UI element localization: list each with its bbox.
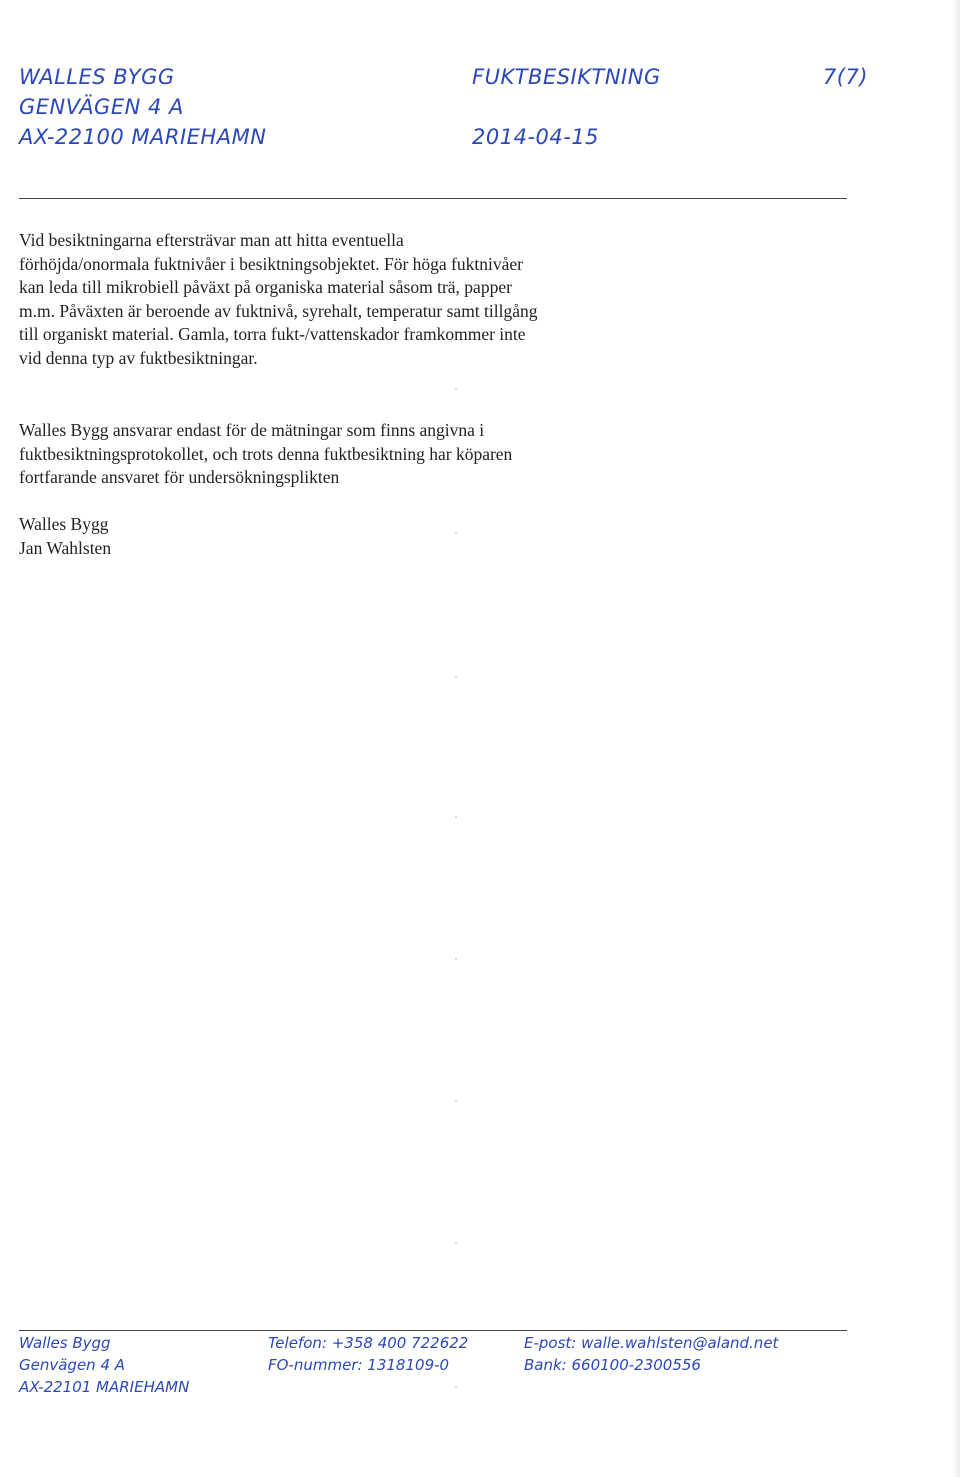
header-document-info [472, 62, 661, 152]
paragraph-line: kan leda till mikrobiell påväxt på organiska material såsom trä, papper [19, 277, 512, 298]
page-number: 7(7) [822, 65, 868, 89]
signature-block [19, 513, 639, 560]
signature-company: Walles Bygg [19, 514, 109, 534]
document-date: 2014-04-15 [472, 125, 600, 149]
paragraph-line: fuktbesiktningsprotokollet, och trots denna fuktbesiktning har köparen [19, 443, 513, 464]
scan-speck [455, 816, 457, 818]
footer-address [19, 1332, 189, 1398]
scan-speck [455, 1386, 457, 1388]
paragraph-inspection-scope [19, 229, 639, 371]
footer-contact-info [524, 1332, 778, 1376]
scan-speck [455, 388, 457, 390]
paragraph-line: m.m. Påväxten är beroende av fuktnivå, syrehalt, temperatur samt tillgång [19, 300, 538, 321]
paragraph-liability [19, 419, 639, 490]
footer-phone: Telefon: +358 400 722622 [268, 1334, 469, 1352]
paragraph-line: Walles Bygg ansvarar endast för de mätningar som finns angivna i [19, 420, 485, 440]
scan-speck [455, 1242, 457, 1244]
header-company-address [19, 62, 266, 152]
scan-speck [455, 1100, 457, 1102]
paragraph-line: till organiskt material. Gamla, torra fukt-/vattenskador framkommer inte [19, 324, 526, 345]
paragraph-line: vid denna typ av fuktbesiktningar. [19, 347, 258, 368]
paragraph-line: fortfarande ansvaret för undersökningsplikten [19, 467, 340, 488]
document-title: FUKTBESIKTNING [472, 65, 661, 89]
footer-email: E-post: walle.wahlsten@aland.net [524, 1334, 779, 1352]
page-edge-shadow [952, 0, 960, 1477]
header-postal-city: AX-22100 MARIEHAMN [19, 125, 267, 149]
scan-speck [455, 676, 457, 678]
signature-person: Jan Wahlsten [19, 537, 112, 558]
scan-speck [455, 958, 457, 960]
footer-business-id: FO-nummer: 1318109-0 [268, 1356, 450, 1374]
header-street: GENVÄGEN 4 A [19, 95, 184, 119]
paragraph-line: förhöjda/onormala fuktnivåer i besiktningsobjektet. För höga fuktnivåer [19, 253, 523, 274]
footer-postal-city: AX-22101 MARIEHAMN [19, 1378, 190, 1396]
footer-company-name: Walles Bygg [19, 1334, 111, 1352]
scan-speck [455, 532, 457, 534]
footer-divider [19, 1330, 847, 1331]
header-divider [19, 198, 847, 199]
header-company-name: WALLES BYGG [19, 65, 175, 89]
paragraph-line: Vid besiktningarna eftersträvar man att hitta eventuella [19, 230, 404, 250]
footer-phone-info [268, 1332, 468, 1376]
footer-street: Genvägen 4 A [19, 1356, 126, 1374]
footer-bank-account: Bank: 660100-2300556 [524, 1356, 701, 1374]
